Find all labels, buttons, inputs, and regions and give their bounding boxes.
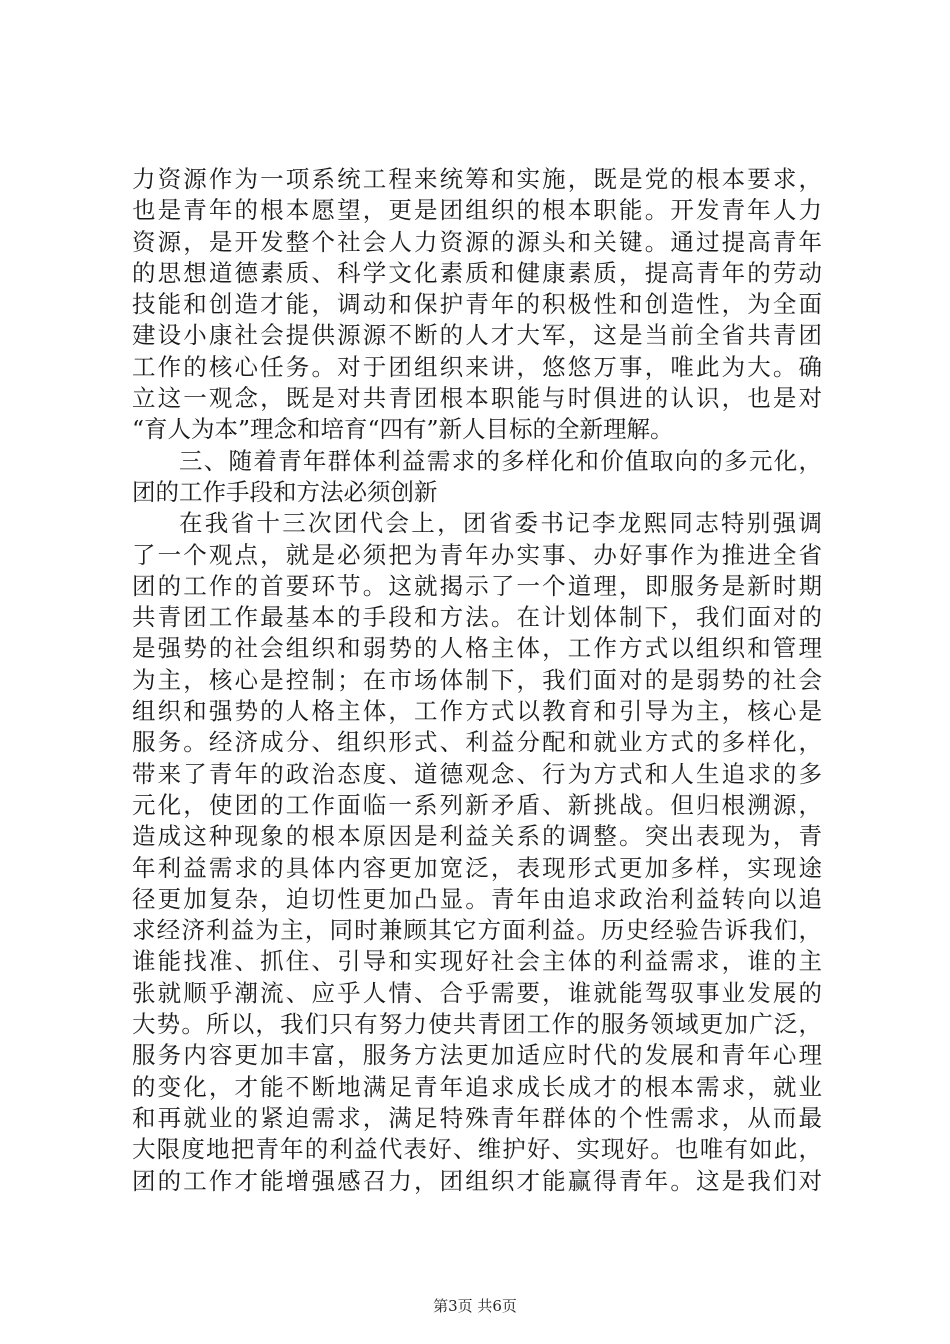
text-line: 大限度地把青年的利益代表好、维护好、实现好。也唯有如此，	[132, 1135, 822, 1164]
text-line: 大势。所以，我们只有努力使共青团工作的服务领域更加广泛，	[132, 1010, 822, 1039]
text-line: 和再就业的紧迫需求，满足特殊青年群体的个性需求，从而最	[132, 1103, 822, 1132]
text-line: 了一个观点，就是必须把为青年办实事、办好事作为推进全省	[132, 540, 822, 569]
text-line: 的思想道德素质、科学文化素质和健康素质，提高青年的劳动	[132, 258, 822, 287]
body-text	[132, 164, 822, 1197]
text-line: 团的工作的首要环节。这就揭示了一个道理，即服务是新时期	[132, 571, 822, 600]
text-line: 带来了青年的政治态度、道德观念、行为方式和人生追求的多	[132, 759, 822, 788]
text-line: 力资源作为一项系统工程来统筹和实施，既是党的根本要求，	[132, 165, 822, 193]
text-line: 的变化，才能不断地满足青年追求成长成才的根本需求，就业	[132, 1072, 822, 1101]
text-line: 技能和创造才能，调动和保护青年的积极性和创造性，为全面	[132, 290, 822, 319]
text-line: 三、随着青年群体利益需求的多样化和价值取向的多元化，	[179, 446, 822, 475]
text-line: 资源，是开发整个社会人力资源的源头和关键。通过提高青年	[132, 227, 822, 256]
text-line: 工作的核心任务。对于团组织来讲，悠悠万事，唯此为大。确	[132, 352, 822, 381]
text-line: 团的工作手段和方法必须创新	[132, 477, 438, 506]
text-line: 组织和强势的人格主体，工作方式以教育和引导为主，核心是	[132, 697, 822, 726]
text-line: 张就顺乎潮流、应乎人情、合乎需要，谁就能驾驭事业发展的	[132, 978, 822, 1007]
text-line: 服务内容更加丰富，服务方法更加适应时代的发展和青年心理	[132, 1041, 822, 1070]
text-line: 是强势的社会组织和弱势的人格主体，工作方式以组织和管理	[132, 634, 822, 663]
text-line: 在我省十三次团代会上，团省委书记李龙熙同志特别强调	[179, 509, 822, 538]
text-line: 服务。经济成分、组织形式、利益分配和就业方式的多样化，	[132, 728, 822, 757]
text-line: 造成这种现象的根本原因是利益关系的调整。突出表现为，青	[132, 822, 822, 851]
text-line: 元化，使团的工作面临一系列新矛盾、新挑战。但归根溯源，	[132, 790, 822, 819]
text-line: 共青团工作最基本的手段和方法。在计划体制下，我们面对的	[132, 603, 822, 632]
text-line: 为主，核心是控制；在市场体制下，我们面对的是弱势的社会	[132, 665, 822, 694]
text-line: “育人为本”理念和培育“四有”新人目标的全新理解。	[132, 415, 674, 444]
text-line: 谁能找准、抓住、引导和实现好社会主体的利益需求，谁的主	[132, 947, 822, 976]
text-line: 团的工作才能增强感召力，团组织才能赢得青年。这是我们对	[132, 1166, 822, 1195]
page-footer: 第3页 共6页	[433, 1297, 517, 1315]
text-line: 也是青年的根本愿望，更是团组织的根本职能。开发青年人力	[132, 196, 822, 225]
text-line: 立这一观念，既是对共青团根本职能与时俱进的认识，也是对	[132, 384, 822, 413]
text-line: 建设小康社会提供源源不断的人才大军，这是当前全省共青团	[132, 321, 822, 350]
text-line: 求经济利益为主，同时兼顾其它方面利益。历史经验告诉我们，	[132, 916, 822, 945]
text-line: 年利益需求的具体内容更加宽泛，表现形式更加多样，实现途	[132, 853, 822, 882]
text-line: 径更加复杂，迫切性更加凸显。青年由追求政治利益转向以追	[132, 884, 822, 913]
